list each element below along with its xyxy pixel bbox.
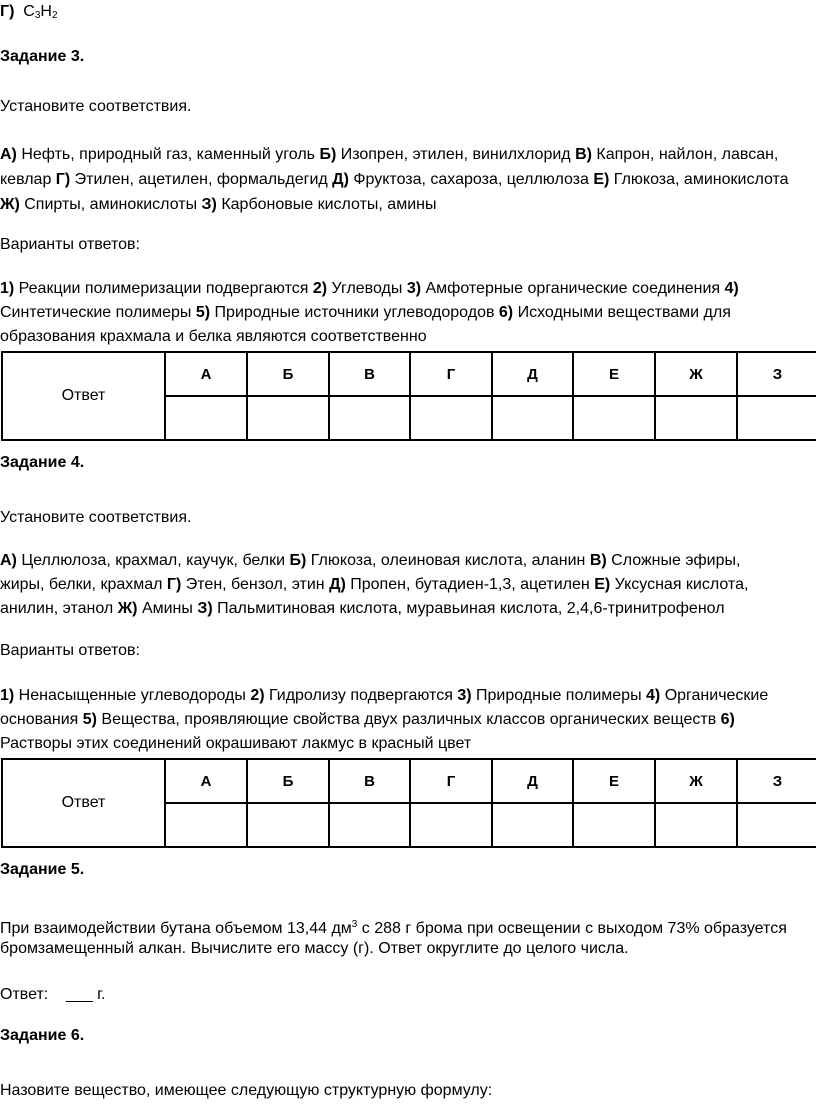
item-text: Вещества, проявляющие свойства двух различных классов органических веществ [96, 711, 721, 728]
column-header: З [737, 759, 816, 803]
item-text: Исходными веществами для [513, 304, 731, 321]
column-header: Б [247, 352, 329, 396]
task3-variants-label: Варианты ответов: [0, 236, 140, 253]
item-text: Сложные эфиры, [606, 552, 741, 569]
item-text: жиры, белки, крахмал [0, 576, 167, 593]
column-header: З [737, 352, 816, 396]
item-key: 4) [724, 280, 739, 297]
item-key: 2) [250, 687, 265, 704]
task4-variants-label: Варианты ответов: [0, 642, 140, 659]
item-text: Углеводы [327, 280, 407, 297]
item-key: Б) [289, 552, 307, 569]
answer-cell[interactable] [410, 803, 492, 847]
task3-options-line-1 [0, 279, 739, 299]
task4-items-line-3 [0, 599, 725, 619]
item-key: А) [0, 552, 17, 569]
column-header: В [329, 759, 410, 803]
item-key: Д) [329, 576, 346, 593]
answer-cell[interactable] [492, 396, 573, 440]
item-key: 1) [0, 280, 15, 297]
item-text: Растворы этих соединений окрашивают лакмус в красный цвет [0, 735, 472, 752]
item-text: Нефть, природный газ, каменный уголь [16, 146, 320, 163]
item-text: Синтетические полимеры [0, 304, 196, 321]
answer-cell[interactable] [573, 396, 655, 440]
item-key: З) [197, 600, 213, 617]
item-text: образования крахмала и белка являются соответственно [0, 328, 427, 345]
item-text: Карбоновые кислоты, амины [216, 196, 437, 213]
item-key: Е) [594, 576, 611, 593]
item-text: Этилен, ацетилен, формальдегид [70, 171, 333, 188]
task4-title: Задание 4. [0, 454, 85, 471]
item-text: Ненасыщенные углеводороды [14, 687, 251, 704]
task3-answer-table [1, 351, 816, 441]
answer-cell[interactable] [737, 803, 816, 847]
item-key: Е) [593, 171, 610, 188]
item-key: Б) [319, 146, 337, 163]
item-key: 3) [406, 280, 422, 297]
item-text: кевлар [0, 171, 56, 188]
item-text: Этен, бензол, этин [181, 576, 330, 593]
answer-cell[interactable] [655, 396, 737, 440]
item-key: 6) [498, 304, 514, 321]
item-text: Амины [137, 600, 198, 617]
answer-cell[interactable] [247, 396, 329, 440]
answer-label: Ответ [2, 352, 165, 440]
item-text: Изопрен, этилен, винилхлорид [336, 146, 576, 163]
answer-cell[interactable] [737, 396, 816, 440]
item-key: 3) [457, 687, 472, 704]
item-text: основания [0, 711, 83, 728]
task6-title: Задание 6. [0, 1027, 85, 1044]
item-text: Амфотерные органические соединения [421, 280, 725, 297]
answer-label: Ответ [2, 759, 165, 847]
item-key: Д) [332, 171, 349, 188]
item-key: 2) [312, 280, 328, 297]
item-text: Спирты, аминокислоты [19, 196, 202, 213]
column-header: В [329, 352, 410, 396]
item-key: Г) [166, 576, 182, 593]
answer-cell[interactable] [165, 396, 247, 440]
item-key: Ж) [0, 196, 20, 213]
task6-question: Назовите вещество, имеющее следующую структурную формулу: [0, 1082, 493, 1099]
item-key: В) [589, 552, 607, 569]
item-key: 1) [0, 687, 15, 704]
item-key: 5) [82, 711, 97, 728]
item-key: 5) [195, 304, 211, 321]
column-header: Е [573, 759, 655, 803]
item-key: 4) [646, 687, 661, 704]
task3-items-line-3 [0, 195, 436, 215]
item-text: Реакции полимеризации подвергаются [14, 280, 313, 297]
column-header: Г [410, 352, 492, 396]
column-header: Д [492, 759, 573, 803]
item-text: Целлюлоза, крахмал, каучук, белки [16, 552, 290, 569]
column-header: А [165, 352, 247, 396]
task5-problem-line-1: При взаимодействии бутана объемом 13,44 $дм^3$ с 288 г брома при освещении с выходом 73% образуется [0, 919, 787, 937]
column-header: Б [247, 759, 329, 803]
task4-items-line-1 [0, 551, 740, 571]
answer-cell[interactable] [655, 803, 737, 847]
item-text: Пропен, бутадиен-1,3, ацетилен [345, 576, 595, 593]
item-text: анилин, этанол [0, 600, 118, 617]
answer-cell[interactable] [247, 803, 329, 847]
item-key: Ж) [117, 600, 138, 617]
item-key: В) [575, 146, 592, 163]
column-header: А [165, 759, 247, 803]
task4-instruction: Установите соответствия. [0, 509, 192, 526]
column-header: Ж [655, 759, 737, 803]
item-key: 6) [720, 711, 735, 728]
item-text: Глюкоза, олеиновая кислота, аланин [306, 552, 590, 569]
task5-title: Задание 5. [0, 861, 85, 878]
column-header: Д [492, 352, 573, 396]
task4-options-line-3 [0, 734, 471, 754]
item-text: Фруктоза, сахароза, целлюлоза [348, 171, 594, 188]
item-text: Уксусная кислота, [610, 576, 749, 593]
item-key: Г) [55, 171, 71, 188]
task4-answer-table [1, 758, 816, 848]
answer-unit: г. [97, 986, 106, 1003]
column-header: Ж [655, 352, 737, 396]
item-text: Пальмитиновая кислота, муравьиная кислота, 2,4,6-тринитрофенол [212, 600, 725, 617]
task5-problem-line-2: бромзамещенный алкан. Вычислите его массу (г). Ответ округлите до целого числа. [0, 940, 629, 957]
answer-cell[interactable] [573, 803, 655, 847]
task4-options-line-1 [0, 686, 768, 706]
task4-options-line-2 [0, 710, 735, 730]
item-text: Природные источники углеводородов [210, 304, 499, 321]
task3-options-line-2 [0, 303, 731, 323]
item-text: Капрон, найлон, лавсан, [591, 146, 779, 163]
item-key: З) [201, 196, 217, 213]
task4-items-line-2 [0, 575, 748, 595]
item-text: Глюкоза, аминокислота [609, 171, 789, 188]
answer-cell[interactable] [410, 396, 492, 440]
prev-answer-letter: Г) [0, 3, 15, 20]
answer-label: Ответ: [0, 986, 49, 1003]
task3-items-line-1 [0, 145, 778, 165]
answer-cell[interactable] [165, 803, 247, 847]
item-text: Органические [660, 687, 769, 704]
task3-title: Задание 3. [0, 48, 85, 65]
formula: $C_3H_2$ [23, 3, 58, 21]
answer-cell[interactable] [492, 803, 573, 847]
task5-answer-line [0, 985, 106, 1005]
column-header: Г [410, 759, 492, 803]
item-text: Природные полимеры [471, 687, 647, 704]
prev-answer-line [0, 2, 58, 26]
item-key: А) [0, 146, 17, 163]
answer-cell[interactable] [329, 803, 410, 847]
column-header: Е [573, 352, 655, 396]
task3-options-line-3 [0, 327, 427, 347]
task3-instruction: Установите соответствия. [0, 98, 192, 115]
task3-items-line-2 [0, 170, 789, 190]
item-text: Гидролизу подвергаются [264, 687, 458, 704]
answer-cell[interactable] [329, 396, 410, 440]
answer-blank[interactable]: ___ [66, 986, 93, 1003]
